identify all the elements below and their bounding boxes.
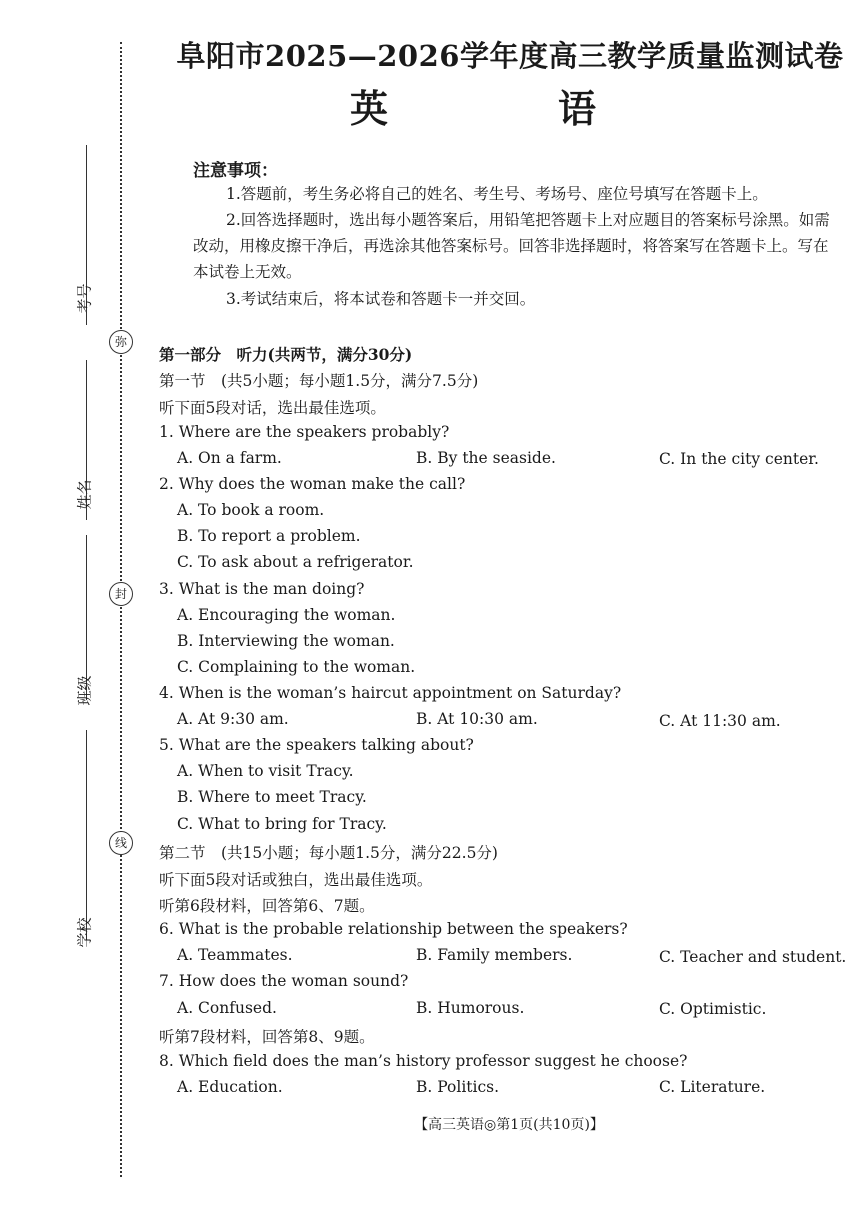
binding-dotted-line — [120, 42, 122, 1177]
q8-option-a: A. Education. — [177, 1078, 283, 1096]
q2-option-c: C. To ask about a refrigerator. — [177, 553, 414, 571]
q8-option-c: C. Literature. — [659, 1078, 766, 1096]
q4-option-b: B. At 10:30 am. — [416, 710, 538, 728]
q8-option-b: B. Politics. — [416, 1078, 500, 1096]
note-item-3: 3.考试结束后，将本试卷和答题卡一并交回。 — [226, 290, 536, 308]
section1-instruction: 听下面5段对话，选出最佳选项。 — [159, 399, 386, 417]
field-line-school — [86, 730, 87, 940]
page-footer: 【高三英语◎第1页(共10页)】 — [414, 1117, 604, 1133]
q3-option-c: C. Complaining to the woman. — [177, 658, 416, 676]
q7-option-a: A. Confused. — [177, 999, 277, 1017]
question-8: 8. Which field does the man’s history professor suggest he choose? — [159, 1052, 688, 1070]
q1-option-c: C. In the city center. — [659, 450, 819, 468]
question-4: 4. When is the woman’s haircut appointment on Saturday? — [159, 684, 622, 702]
q6-option-a: A. Teammates. — [177, 946, 293, 964]
field-label-school: 学校 — [75, 917, 94, 948]
material-6-instruction: 听第6段材料，回答第6、7题。 — [159, 897, 375, 915]
q2-option-a: A. To book a room. — [177, 501, 325, 519]
q4-option-a: A. At 9:30 am. — [177, 710, 289, 728]
q7-option-c: C. Optimistic. — [659, 1000, 767, 1018]
seal-char-feng: 封 — [109, 582, 133, 606]
q3-option-b: B. Interviewing the woman. — [177, 632, 395, 650]
section1-heading: 第一节 (共5小题；每小题1.5分，满分7.5分) — [159, 372, 479, 390]
exam-title: 阜阳市2025—2026学年度高三教学质量监测试卷 — [176, 39, 844, 73]
section2-heading: 第二节 (共15小题；每小题1.5分，满分22.5分) — [159, 844, 498, 862]
q1-option-a: A. On a farm. — [177, 449, 282, 467]
seal-char-mi: 弥 — [109, 330, 133, 354]
q1-option-b: B. By the seaside. — [416, 449, 556, 467]
question-7: 7. How does the woman sound? — [159, 972, 409, 990]
field-label-exam-number: 考号 — [75, 283, 94, 314]
field-label-name: 姓名 — [75, 479, 94, 510]
q4-option-c: C. At 11:30 am. — [659, 712, 781, 730]
question-6: 6. What is the probable relationship between the speakers? — [159, 920, 628, 938]
q5-option-a: A. When to visit Tracy. — [177, 762, 354, 780]
subject-title: 英 语 — [349, 86, 662, 131]
material-7-instruction: 听第7段材料，回答第8、9题。 — [159, 1028, 375, 1046]
seal-char-xian: 线 — [109, 831, 133, 855]
q5-option-b: B. Where to meet Tracy. — [177, 788, 367, 806]
question-2: 2. Why does the woman make the call? — [159, 475, 466, 493]
q3-option-a: A. Encouraging the woman. — [177, 606, 396, 624]
q2-option-b: B. To report a problem. — [177, 527, 361, 545]
note-item-1: 1.答题前，考生务必将自己的姓名、考生号、考场号、座位号填写在答题卡上。 — [226, 185, 768, 203]
field-label-class: 班级 — [75, 675, 94, 706]
q6-option-c: C. Teacher and student. — [659, 948, 847, 966]
question-5: 5. What are the speakers talking about? — [159, 736, 474, 754]
question-1: 1. Where are the speakers probably? — [159, 423, 450, 441]
q7-option-b: B. Humorous. — [416, 999, 525, 1017]
notes-heading: 注意事项： — [193, 161, 278, 181]
note-item-2: 2.回答选择题时，选出每小题答案后，用铅笔把答题卡上对应题目的答案标号涂黑。如需改动，用橡皮擦干净后，再选涂其他答案标号。回答非选择题时，将答案写在答题卡上。写在本试卷上无效。 — [193, 211, 830, 281]
q5-option-c: C. What to bring for Tracy. — [177, 815, 387, 833]
part1-heading: 第一部分 听力(共两节，满分30分) — [159, 345, 413, 364]
q6-option-b: B. Family members. — [416, 946, 573, 964]
question-3: 3. What is the man doing? — [159, 580, 365, 598]
section2-instruction: 听下面5段对话或独白，选出最佳选项。 — [159, 871, 433, 889]
